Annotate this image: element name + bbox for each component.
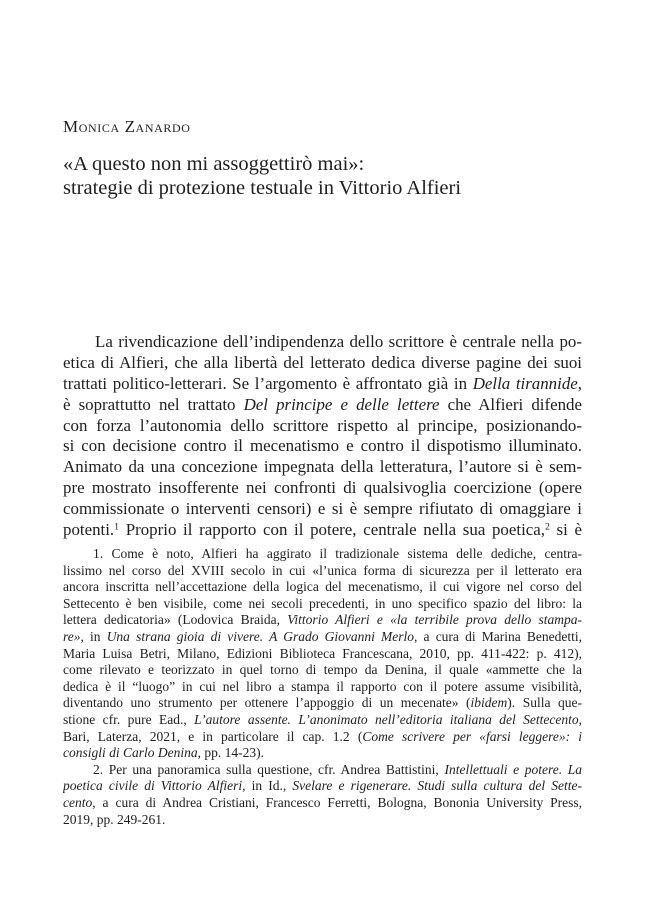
body-line [63, 520, 582, 541]
italic-title: Del principe e delle lettere [243, 394, 440, 414]
body-line [63, 332, 582, 353]
author-name: Monica Zanardo [63, 117, 191, 136]
footnote-text: dedica è il “luogo” in cui nel libro a stampa il rapporto con il potere assume visibilità, [63, 678, 582, 694]
title-line-1: «A questo non mi assoggettirò mai»: [63, 153, 365, 175]
body-text: Animato da una concezione impegnata della letteratura, l’autore si è sem- [63, 457, 582, 477]
footnote-line [63, 546, 582, 563]
body-text: trattati politico-letterari. Se l’argomento è affrontato già in [63, 373, 473, 393]
article-title [63, 152, 583, 200]
body-text: , [577, 373, 582, 393]
footnote-text: , a cura di Marina Benedetti, [414, 628, 582, 644]
body-text: etica di Alfieri, che alla libertà del letterato dedica diverse pagine dei suoi [63, 352, 582, 372]
footnote-line [63, 745, 582, 762]
footnote-line [63, 612, 582, 629]
footnote-text: , pp. 14-23). [197, 745, 264, 761]
italic-title: Una strana gioia di vivere. A Grado Giovanni Merlo [106, 628, 415, 644]
italic-title: Come scrivere per «farsi leggere»: i [362, 728, 582, 744]
footnote-line [63, 812, 582, 829]
body-text: si con decisione contro il mecenatismo e contro il dispotismo illuminato. [63, 436, 582, 456]
body-line [63, 416, 582, 437]
body-text: commissionate o interventi censori) e si è sempre rifiutato di omaggiare i [63, 499, 582, 519]
footnote-line [63, 662, 582, 679]
footnote-text: Maria Luisa Betri, Milano, Edizioni Biblioteca Francescana, 2010, pp. 411-422: p. 412), [63, 645, 582, 661]
title-line-2: strategie di protezione testuale in Vittorio Alfieri [63, 177, 462, 199]
body-text: Proprio il rapporto con il potere, centrale nella sua poetica, [119, 520, 545, 540]
footnote-text: lettera dedicatoria» (Lodovica Braida, [63, 612, 288, 628]
italic-title: re» [63, 628, 81, 644]
footnote-line [63, 629, 582, 646]
body-line [63, 499, 582, 520]
body-text: pre mostrato insofferente nei confronti di qualsivoglia coercizione (opere [63, 478, 582, 498]
footnote-text: lissimo nel corso del XVIII secolo in cui «l’unica forma di sicurezza per il letterato era [63, 562, 582, 578]
footnote-line [63, 579, 582, 596]
body-text: potenti. [63, 520, 115, 540]
body-text: è soprattutto nel trattato [63, 394, 244, 414]
body-line [63, 374, 582, 395]
footnote-line [63, 712, 582, 729]
body-paragraph [63, 332, 582, 541]
italic-title: L’autore assente. L’anonimato nell’editoria italiana del Settecento [194, 711, 579, 727]
italic-title: ibidem [470, 695, 508, 711]
footnote-text: , in Id., [242, 778, 293, 794]
footnote-text: Bari, Laterza, 2021, e in particolare il cap. 1.2 ( [63, 728, 363, 744]
footnote-text: , a cura di Andrea Cristiani, Francesco Ferretti, Bologna, Bononia University Press, [92, 794, 582, 810]
footnote-line [63, 695, 582, 712]
footnotes [63, 546, 582, 828]
footnote-text: , in [80, 628, 107, 644]
footnote-text: ancora inscritta nell’accettazione della logica del mecenatismo, il cui vigore nel corso del [63, 579, 582, 595]
footnote-text: diventando uno strumento per ottenere l’appoggio di un mecenate» ( [63, 695, 471, 711]
italic-title: poetica civile di Vittorio Alfieri [63, 778, 243, 794]
body-line [63, 457, 582, 478]
footnote-ref: 1 [114, 521, 120, 533]
footnote-text: ). Sulla que- [507, 695, 582, 711]
italic-title: Della tirannide [472, 373, 578, 393]
italic-title: Svelare e rigenerare. Studi sulla cultura del Sette- [292, 778, 582, 794]
body-line [63, 436, 582, 457]
italic-title: Intellettuali e potere. La [444, 761, 582, 777]
footnote-text: 2. Per una panoramica sulla questione, cfr. Andrea Battistini, [93, 761, 445, 777]
body-text: si è [549, 520, 582, 540]
italic-title: consigli di Carlo Denina [63, 745, 198, 761]
body-text: con forza l’autonomia dello scrittore rispetto al principe, posizionando- [63, 415, 582, 435]
footnote-text: 1. Come è noto, Alfieri ha aggirato il tradizionale sistema delle dediche, centra- [93, 546, 582, 561]
italic-title: Vittorio Alfieri e «la terribile prova dello stampa- [287, 612, 582, 628]
footnote-text: come rilevato e teorizzato in quel torno di tempo da Denina, il quale «ammette che la [63, 662, 582, 678]
footnote-line [63, 596, 582, 613]
footnote-line [63, 795, 582, 812]
footnote-line [63, 729, 582, 746]
body-text: che Alfieri difende [439, 394, 582, 414]
footnote-text: 2019, pp. 249-261. [63, 811, 166, 827]
body-line [63, 395, 582, 416]
footnote-ref: 2 [544, 521, 550, 533]
body-text: La rivendicazione dell’indipendenza dello scrittore è centrale nella po- [95, 332, 582, 351]
body-line [63, 353, 582, 374]
footnote-text: , [578, 711, 582, 727]
italic-title: cento [63, 794, 93, 810]
footnote-line [63, 762, 582, 779]
footnote-line [63, 778, 582, 795]
footnote-line [63, 563, 582, 580]
footnote-text: stione cfr. pure Ead., [63, 711, 195, 727]
footnote-line [63, 646, 582, 663]
footnote-line [63, 679, 582, 696]
footnote-text: Settecento è ben visibile, come nei secoli precedenti, in uno specifico spazio del libro: la [63, 595, 582, 611]
body-line [63, 478, 582, 499]
